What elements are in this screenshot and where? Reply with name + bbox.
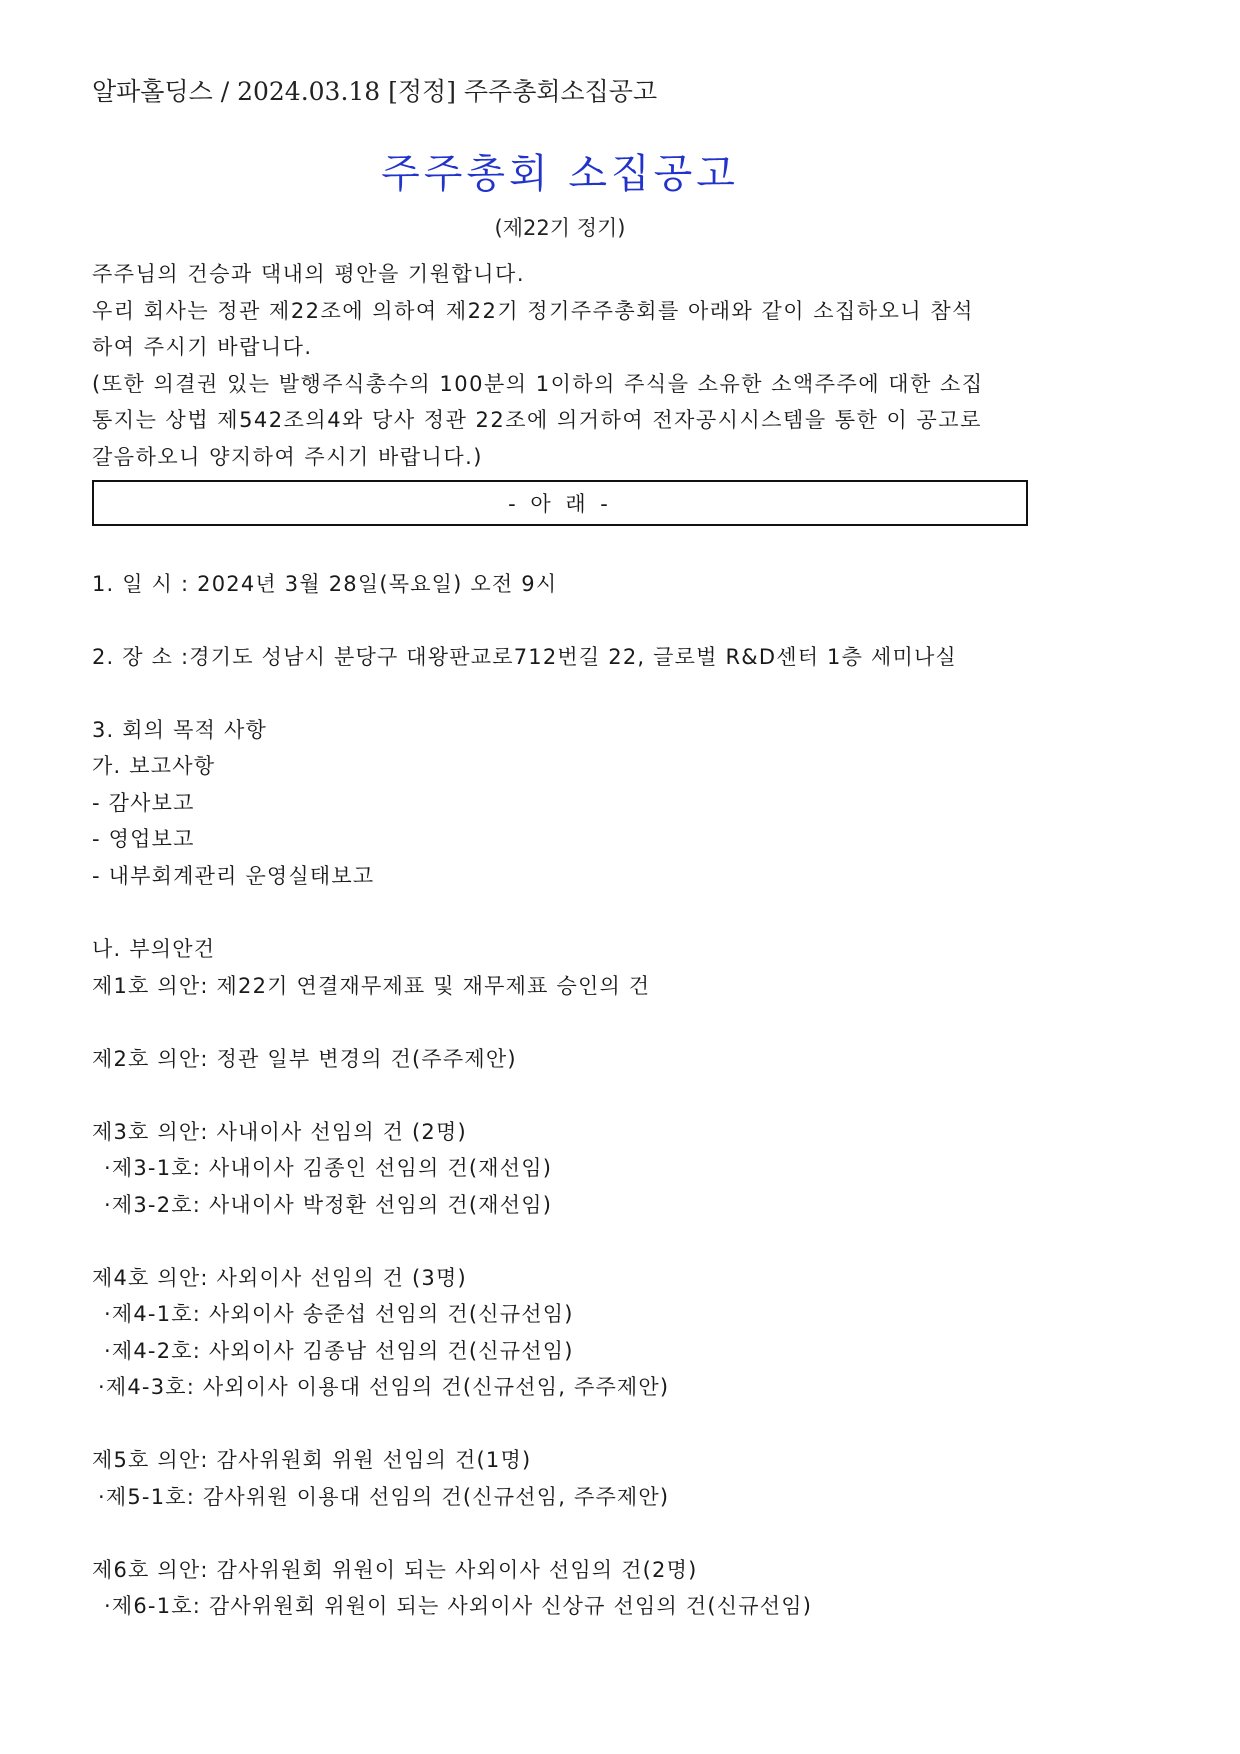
notice-subtitle: (제22기 정기) bbox=[494, 216, 626, 240]
intro-paragraph bbox=[92, 256, 1042, 475]
meeting-place: 2. 장 소 :경기도 성남시 분당구 대왕판교로712번길 22, 글로벌 R&D센터 1층 세미나실 bbox=[92, 645, 957, 669]
intro-line: (또한 의결권 있는 발행주식총수의 100분의 1이하의 주식을 소유한 소액주주에 대한 소집 bbox=[92, 371, 984, 396]
details-box-label: - 아 래 - bbox=[508, 492, 612, 516]
agenda-subitem-3-1: ·제3-1호: 사내이사 김종인 선임의 건(재선임) bbox=[104, 1156, 553, 1180]
details-box bbox=[92, 480, 1028, 526]
intro-line: 갈음하오니 양지하여 주시기 바랍니다.) bbox=[92, 444, 483, 469]
reports-heading: 가. 보고사항 bbox=[92, 754, 216, 778]
agenda-item-1: 제1호 의안: 제22기 연결재무제표 및 재무제표 승인의 건 bbox=[92, 974, 651, 998]
intro-line: 우리 회사는 정관 제22조에 의하여 제22기 정기주주총회를 아래와 같이 소집하오니 참석 bbox=[92, 298, 974, 323]
agenda-item-2: 제2호 의안: 정관 일부 변경의 건(주주제안) bbox=[92, 1047, 517, 1071]
intro-line: 주주님의 건승과 댁내의 평안을 기원합니다. bbox=[92, 262, 526, 286]
report-item: - 감사보고 bbox=[92, 791, 195, 815]
agenda-subitem-4-3: ·제4-3호: 사외이사 이용대 선임의 건(신규선임, 주주제안) bbox=[98, 1375, 670, 1399]
agenda-subitem-5-1: ·제5-1호: 감사위원 이용대 선임의 건(신규선임, 주주제안) bbox=[98, 1485, 670, 1509]
document-header: 알파홀딩스 / 2024.03.18 [정정] 주주총회소집공고 bbox=[92, 77, 658, 106]
intro-line: 하여 주시기 바랍니다. bbox=[92, 335, 313, 359]
agenda-item-5: 제5호 의안: 감사위원회 위원 선임의 건(1명) bbox=[92, 1448, 532, 1472]
report-item: - 영업보고 bbox=[92, 827, 195, 851]
agenda-item-3: 제3호 의안: 사내이사 선임의 건 (2명) bbox=[92, 1120, 467, 1144]
meeting-purpose-heading: 3. 회의 목적 사항 bbox=[92, 718, 267, 742]
agenda-heading: 나. 부의안건 bbox=[92, 937, 216, 961]
report-item: - 내부회계관리 운영실태보고 bbox=[92, 864, 375, 888]
agenda-subitem-6-1: ·제6-1호: 감사위원회 위원이 되는 사외이사 신상규 선임의 건(신규선임) bbox=[104, 1594, 813, 1618]
intro-line: 통지는 상법 제542조의4와 당사 정관 22조에 의거하여 전자공시시스템을 통한 이 공고로 bbox=[92, 408, 982, 432]
meeting-datetime: 1. 일 시 : 2024년 3월 28일(목요일) 오전 9시 bbox=[92, 572, 558, 596]
agenda-subitem-4-2: ·제4-2호: 사외이사 김종남 선임의 건(신규선임) bbox=[104, 1339, 574, 1363]
agenda-item-6: 제6호 의안: 감사위원회 위원이 되는 사외이사 선임의 건(2명) bbox=[92, 1558, 698, 1582]
agenda-item-4: 제4호 의안: 사외이사 선임의 건 (3명) bbox=[92, 1266, 467, 1290]
notice-title: 주주총회 소집공고 bbox=[381, 151, 739, 197]
agenda-subitem-4-1: ·제4-1호: 사외이사 송준섭 선임의 건(신규선임) bbox=[104, 1302, 574, 1326]
agenda-subitem-3-2: ·제3-2호: 사내이사 박정환 선임의 건(재선임) bbox=[104, 1193, 553, 1217]
